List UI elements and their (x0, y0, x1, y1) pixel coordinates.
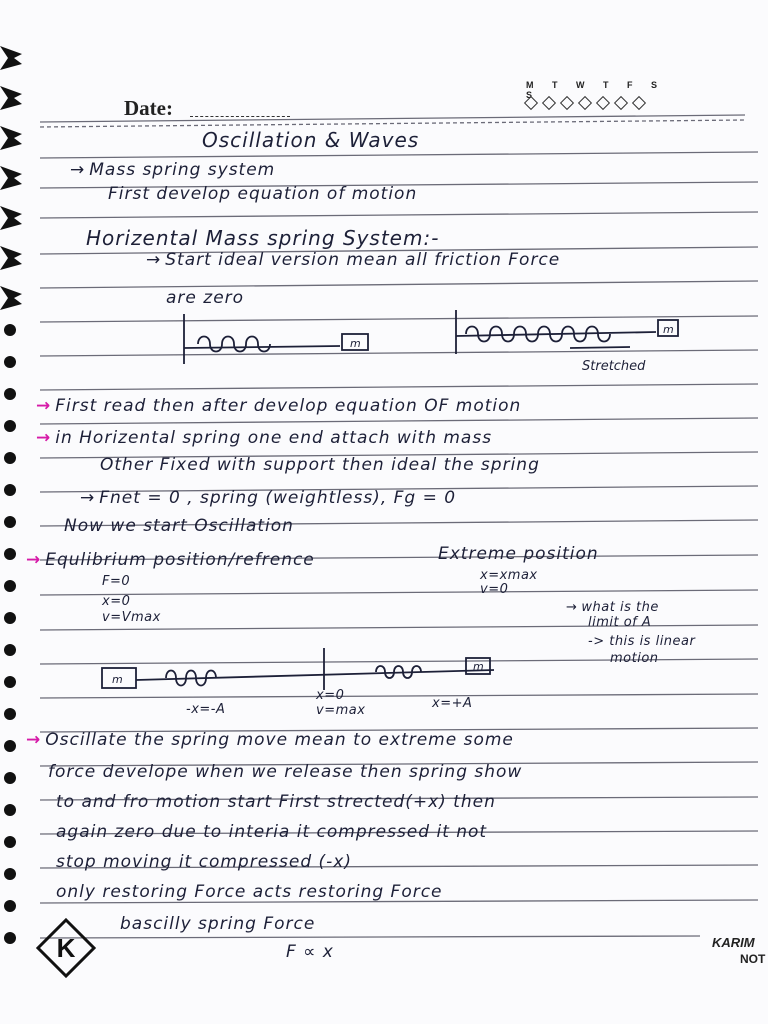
spring-mass-diagram (170, 306, 690, 376)
question-line-4: motion (610, 651, 659, 666)
note-line-9: Now we start Oscillation (64, 516, 294, 536)
extreme-v: v=0 (480, 582, 509, 597)
mass-box-label-2: m (663, 323, 674, 336)
left-extreme-label: -x=-A (186, 702, 226, 717)
right-extreme-label: x=+A (432, 696, 473, 711)
note-line-7: Other Fixed with support then ideal the spring (100, 455, 540, 475)
note-line-18: F ∝ x (286, 942, 334, 962)
weekday-boxes (526, 93, 652, 112)
osc-mass-label-2: m (473, 660, 484, 673)
note-line-10: → Equlibrium position/refrence (26, 550, 315, 570)
note-line-12: force develope when we release then spring show (48, 762, 523, 782)
mean-v-label: v=max (316, 703, 366, 718)
note-line-11: → Oscillate the spring move mean to extreme some (26, 730, 514, 750)
mass-box-label: m (350, 337, 361, 350)
spiral-binding (0, 40, 30, 1000)
extreme-position-label: Extreme position (438, 544, 599, 564)
question-line-2: limit of A (588, 615, 652, 630)
brand-name: KARIM (712, 935, 755, 950)
note-line-1: → Mass spring system (70, 160, 276, 180)
question-line-1: → what is the (566, 600, 659, 615)
section-heading: Horizental Mass spring System:- (86, 226, 440, 250)
eq-force: F=0 (102, 574, 131, 589)
extreme-x: x=xmax (480, 568, 538, 583)
mean-x-label: x=0 (316, 688, 345, 703)
osc-mass-label: m (112, 673, 123, 686)
note-line-14: again zero due to interia it compressed it not (56, 822, 488, 842)
note-line-16: only restoring Force acts restoring Force (56, 882, 443, 902)
note-line-15: stop moving it compressed (-x) (56, 852, 352, 872)
note-line-8: → Fnet = 0 , spring (weightless), Fg = 0 (80, 488, 457, 508)
note-line-3: → Start ideal version mean all friction Force (146, 250, 561, 270)
oscillation-diagram (96, 644, 500, 694)
note-line-6: → in Horizental spring one end attach with mass (36, 428, 493, 448)
date-label: Date: (124, 96, 173, 120)
eq-position: x=0 (102, 594, 131, 609)
note-line-4: are zero (166, 288, 245, 308)
note-line-17: bascilly spring Force (120, 914, 316, 934)
question-line-3: -> this is linear (588, 634, 696, 649)
logo-letter: K (56, 933, 76, 963)
note-line-13: to and fro motion start First strected(+x) then (56, 792, 496, 812)
weekday-labels: M T W T F S S (526, 80, 665, 100)
eq-velocity: v=Vmax (102, 610, 161, 625)
note-line-2: First develop equation of motion (108, 184, 418, 204)
date-field-line (190, 116, 290, 117)
note-line-5: → First read then after develop equation OF motion (36, 396, 522, 416)
page-title: Oscillation & Waves (202, 128, 420, 152)
brand-subtitle: NOT (740, 952, 766, 966)
k-logo-icon (36, 918, 96, 978)
stretched-label: Stretched (582, 359, 646, 374)
